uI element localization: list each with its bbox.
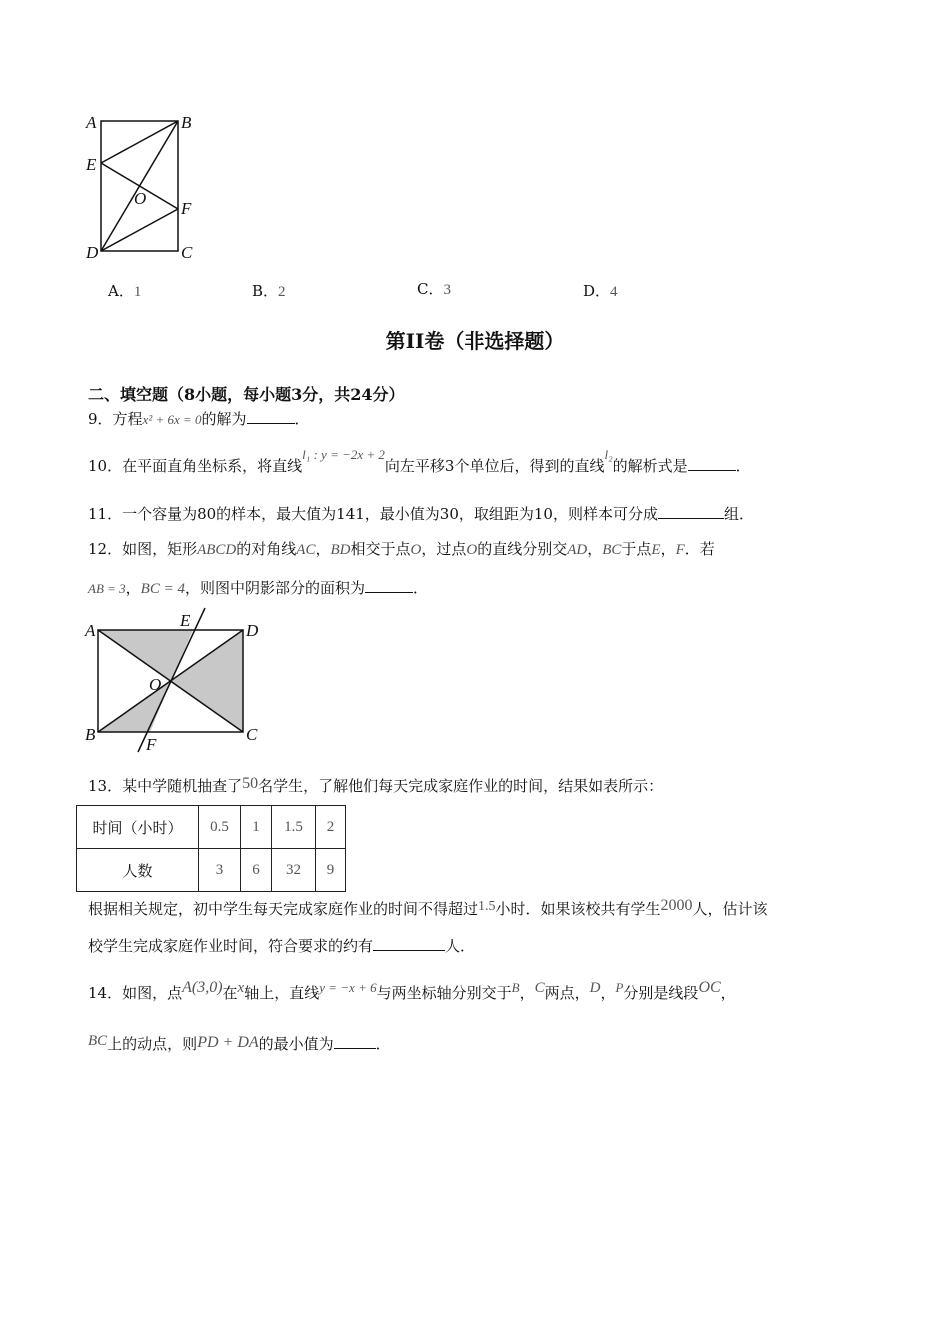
fig1-label-a: A: [86, 113, 97, 132]
table-header-count: 人数: [77, 849, 199, 892]
question-12-line1: 12．如图，矩形ABCD的对角线AC，BD相交于点O，过点O的直线分别交AD，BC于点E，F．若: [88, 540, 715, 558]
answer-blank-10[interactable]: [688, 456, 736, 471]
fig2-label-b: B: [85, 725, 96, 744]
fig1-label-b: B: [181, 113, 192, 132]
rectangle-figure-2: [80, 603, 270, 755]
fig2-label-o: O: [149, 675, 162, 694]
fig2-label-d: D: [246, 621, 259, 640]
option-a[interactable]: A．1: [108, 282, 142, 300]
answer-blank-11[interactable]: [658, 504, 724, 519]
answer-blank-12[interactable]: [365, 578, 413, 593]
homework-time-table: [76, 805, 346, 892]
table-row: [77, 849, 346, 892]
fig2-label-e: E: [180, 611, 191, 630]
option-c[interactable]: C．3: [417, 280, 451, 298]
rectangle-figure-1: [80, 108, 210, 268]
table-cell: 9: [316, 849, 346, 892]
question-13: 13．某中学随机抽查了50名学生，了解他们每天完成家庭作业的时间，结果如表所示：: [88, 775, 664, 795]
table-cell: 1.5: [272, 806, 316, 849]
fig2-label-c: C: [246, 725, 258, 744]
table-cell: 1: [241, 806, 272, 849]
option-b[interactable]: B．2: [252, 282, 286, 300]
shaded-region-left: [98, 630, 193, 681]
question-10: 10．在平面直角坐标系，将直线l₁ : y = −2x + 2向左平移3个单位后，得到的直线l₂的解析式是 ．: [88, 447, 751, 475]
table-header-time: 时间（小时）: [77, 806, 199, 849]
question-14-line2: BC上的动点，则PD + DA的最小值为 ．: [88, 1033, 391, 1053]
question-11: 11．一个容量为80的样本，最大值为141，最小值为30，取组距为10，则样本可分成 组．: [88, 505, 754, 523]
answer-blank-14[interactable]: [334, 1034, 376, 1049]
question-9: 9．方程x² + 6x = 0的解为 ．: [88, 410, 310, 428]
answer-blank-9[interactable]: [247, 409, 295, 424]
fig1-label-f: F: [181, 199, 192, 218]
part2-title: 第II卷（非选择题）: [385, 329, 565, 353]
table-cell: 0.5: [199, 806, 241, 849]
section2-heading: 二、填空题（8小题，每小题3分，共24分）: [88, 385, 405, 404]
fig1-label-e: E: [86, 155, 97, 174]
fig1-label-c: C: [181, 243, 193, 262]
question-13-line3: 校学生完成家庭作业时间，符合要求的约有 人．: [88, 937, 476, 955]
table-cell: 6: [241, 849, 272, 892]
fig1-label-d: D: [86, 243, 99, 262]
question-12-line2: AB = 3，BC = 4，则图中阴影部分的面积为 ．: [88, 579, 428, 597]
table-row: [77, 806, 346, 849]
table-cell: 3: [199, 849, 241, 892]
question-14-line1: 14．如图，点A(3,0)在x轴上，直线y = −x + 6与两坐标轴分别交于B，C两点，D，P分别是线段OC，: [88, 979, 736, 1002]
question-13-line2: 根据相关规定，初中学生每天完成家庭作业的时间不得超过1.5小时．如果该校共有学生2000人，估计该: [88, 897, 768, 918]
fig1-label-o: O: [134, 189, 147, 208]
option-d[interactable]: D．4: [583, 282, 618, 300]
table-cell: 32: [272, 849, 316, 892]
fig2-label-f: F: [146, 735, 157, 754]
fig2-label-a: A: [85, 621, 96, 640]
table-cell: 2: [316, 806, 346, 849]
answer-blank-13[interactable]: [373, 936, 445, 951]
